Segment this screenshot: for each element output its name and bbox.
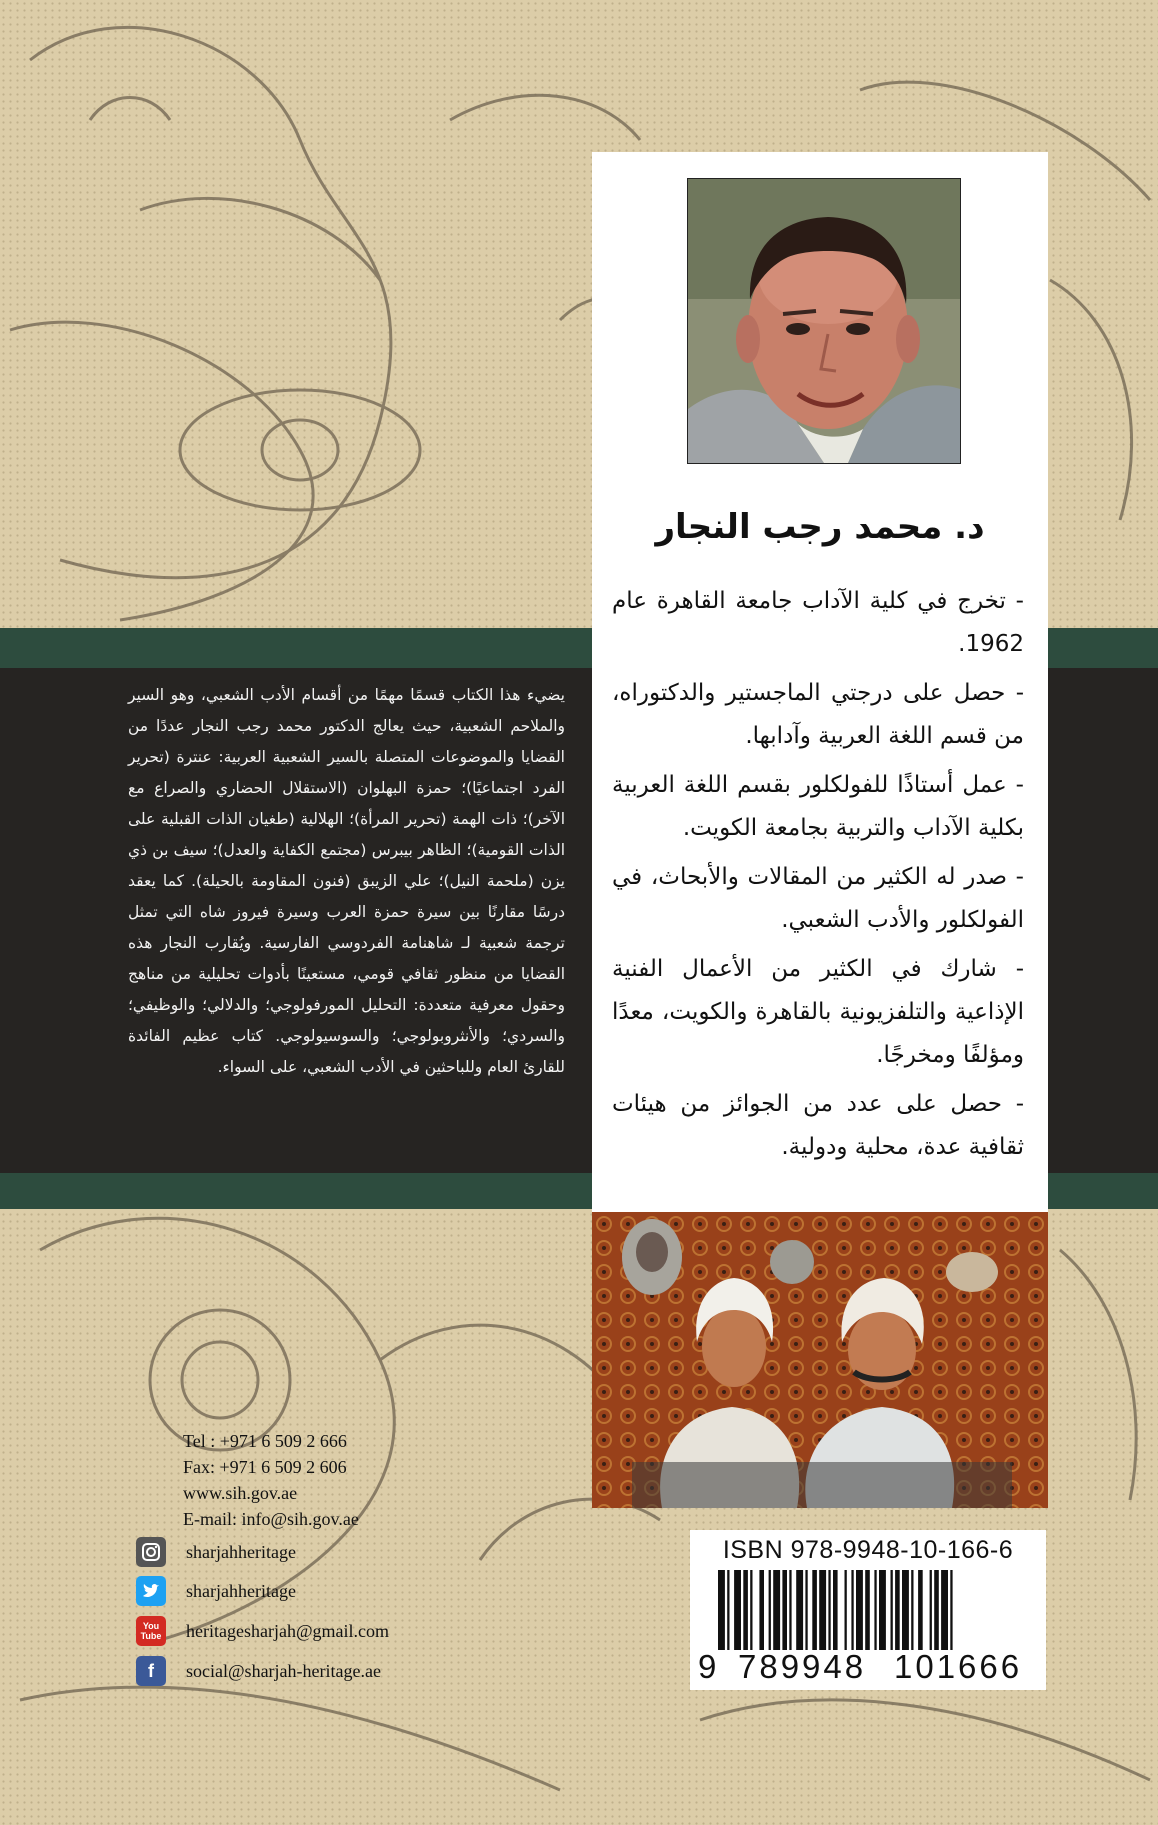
author-card — [592, 152, 1048, 1212]
bio-item-text: تخرج في كلية الآداب جامعة القاهرة عام 1962. — [612, 588, 1024, 657]
ean-group-right: 101666 — [894, 1648, 1023, 1685]
facebook-icon: f — [136, 1656, 166, 1686]
bio-item: - تخرج في كلية الآداب جامعة القاهرة عام 1962. — [612, 588, 1024, 657]
barcode-bar — [895, 1570, 900, 1650]
barcode-bar — [833, 1570, 838, 1650]
barcode-bar — [879, 1570, 886, 1650]
bio-item-text: حصل على عدد من الجوائز من هيئات ثقافية عدة، محلية ودولية. — [612, 1091, 1024, 1160]
cover-illustration — [592, 1212, 1048, 1508]
bio-item: - شارك في الكثير من الأعمال الفنية الإذاعية والتلفزيونية بالقاهرة والكويت، معدًا ومؤلفًا ومخرجًا. — [612, 956, 1024, 1068]
barcode-bar — [902, 1570, 909, 1650]
barcode-bar — [845, 1570, 847, 1650]
social-facebook — [136, 1654, 381, 1688]
twitter-icon — [136, 1576, 166, 1606]
barcode-bar — [874, 1570, 876, 1650]
barcode-bar — [941, 1570, 948, 1650]
social-youtube — [136, 1614, 389, 1648]
barcode-bar — [750, 1570, 752, 1650]
barcode-bar — [856, 1570, 863, 1650]
barcode-bar — [782, 1570, 787, 1650]
bio-item-text: صدر له الكثير من المقالات والأبحاث، في الفولكلور والأدب الشعبي. — [612, 864, 1024, 933]
author-photo — [687, 178, 961, 464]
barcode-bar — [918, 1570, 923, 1650]
barcode-bar — [805, 1570, 807, 1650]
barcode-bar — [911, 1570, 913, 1650]
barcode-bar — [812, 1570, 817, 1650]
fax-number: Fax: +971 6 509 2 606 — [183, 1457, 347, 1477]
barcode-bar — [930, 1570, 932, 1650]
barcode-bar — [796, 1570, 803, 1650]
book-synopsis: يضيء هذا الكتاب قسمًا مهمًا من أقسام الأدب الشعبي، وهو السير والملاحم الشعبية، حيث يعالج الدكتور محمد رجب النجار عددًا من القضايا والموضوعات المتصلة بالسير الشعبية العربية: عنترة (تحرير الفرد اجتماعيًا)؛ حمزة البهلوان (الاستقلال الحضاري والصراع مع الآخر)؛ ذات الهمة (تحرير المرأة)؛ الهلالية (طغيان الذات القبلية على الذات القومية)؛ الظاهر بيبرس (مجتمع الكفاية والعدل)؛ سيف بن ذي يزن (ملحمة النيل)؛ علي الزيبق (فنون المقاومة بالحيلة). كما يعقد درسًا مقارنًا بين سيرة حمزة العرب وسيرة فيروز شاه التي تمثل ترجمة شعبية لـ شاهنامة الفردوسي الفارسية. ويُقارب النجار هذه القضايا من منظور ثقافي قومي، مستعينًا بأدوات تحليلية من مناهج وحقول معرفية متعددة: التحليل المورفولوجي؛ والدلالي؛ والوظيفي؛ والسردي؛ والأنثروبولوجي؛ والسوسيولوجي. كتاب عظيم الفائدة للقارئ العام وللباحثين في الأدب الشعبي، على السواء. — [128, 686, 565, 1076]
barcode-bar — [819, 1570, 826, 1650]
instagram-handle: sharjahheritage — [186, 1541, 296, 1562]
barcode-bar — [851, 1570, 853, 1650]
barcode-bar — [734, 1570, 741, 1650]
bio-item-text: حصل على درجتي الماجستير والدكتوراه، من قسم اللغة العربية وآدابها. — [612, 680, 1024, 749]
barcode-bar — [865, 1570, 870, 1650]
isbn-barcode-box — [690, 1530, 1046, 1690]
bio-item: - صدر له الكثير من المقالات والأبحاث، في الفولكلور والأدب الشعبي. — [612, 864, 1024, 933]
barcode-bar — [773, 1570, 780, 1650]
email-address: E-mail: info@sih.gov.ae — [183, 1509, 359, 1529]
bio-item-text: عمل أستاذًا للفولكلور بقسم اللغة العربية بكلية الآداب والتربية بجامعة الكويت. — [612, 772, 1024, 841]
twitter-handle: sharjahheritage — [186, 1580, 296, 1601]
barcode-bar — [727, 1570, 729, 1650]
social-instagram — [136, 1535, 296, 1569]
social-twitter — [136, 1574, 296, 1608]
ean-first-digit: 9 — [698, 1648, 717, 1685]
instagram-icon — [136, 1537, 166, 1567]
website: www.sih.gov.ae — [183, 1483, 298, 1503]
facebook-email: social@sharjah-heritage.ae — [186, 1660, 381, 1681]
bio-item: - حصل على درجتي الماجستير والدكتوراه، من قسم اللغة العربية وآدابها. — [612, 680, 1024, 749]
bio-item: - حصل على عدد من الجوائز من هيئات ثقافية عدة، محلية ودولية. — [612, 1091, 1024, 1160]
youtube-icon: You Tube — [136, 1616, 166, 1646]
author-bio — [612, 580, 1024, 1175]
ean-group-left: 789948 — [738, 1648, 867, 1685]
bio-item-text: شارك في الكثير من الأعمال الفنية الإذاعية والتلفزيونية بالقاهرة والكويت، معدًا ومؤلفًا ومخرجًا. — [612, 956, 1024, 1068]
barcode-bar — [934, 1570, 939, 1650]
bio-item: - عمل أستاذًا للفولكلور بقسم اللغة العربية بكلية الآداب والتربية بجامعة الكويت. — [612, 772, 1024, 841]
barcode-bar — [718, 1570, 725, 1650]
barcode-bar — [828, 1570, 830, 1650]
author-name: د. محمد رجب النجار — [655, 507, 985, 547]
barcode-bar — [950, 1570, 952, 1650]
barcode-bar — [891, 1570, 893, 1650]
phone-number: Tel : +971 6 509 2 666 — [183, 1431, 347, 1451]
barcode-bar — [769, 1570, 771, 1650]
barcode-bar — [789, 1570, 791, 1650]
contact-info — [183, 1428, 359, 1532]
barcode-bar — [759, 1570, 764, 1650]
barcode-bar — [743, 1570, 748, 1650]
youtube-email: heritagesharjah@gmail.com — [186, 1620, 390, 1641]
isbn-number: ISBN 978-9948-10-166-6 — [722, 1536, 1014, 1564]
barcode — [700, 1570, 1036, 1650]
